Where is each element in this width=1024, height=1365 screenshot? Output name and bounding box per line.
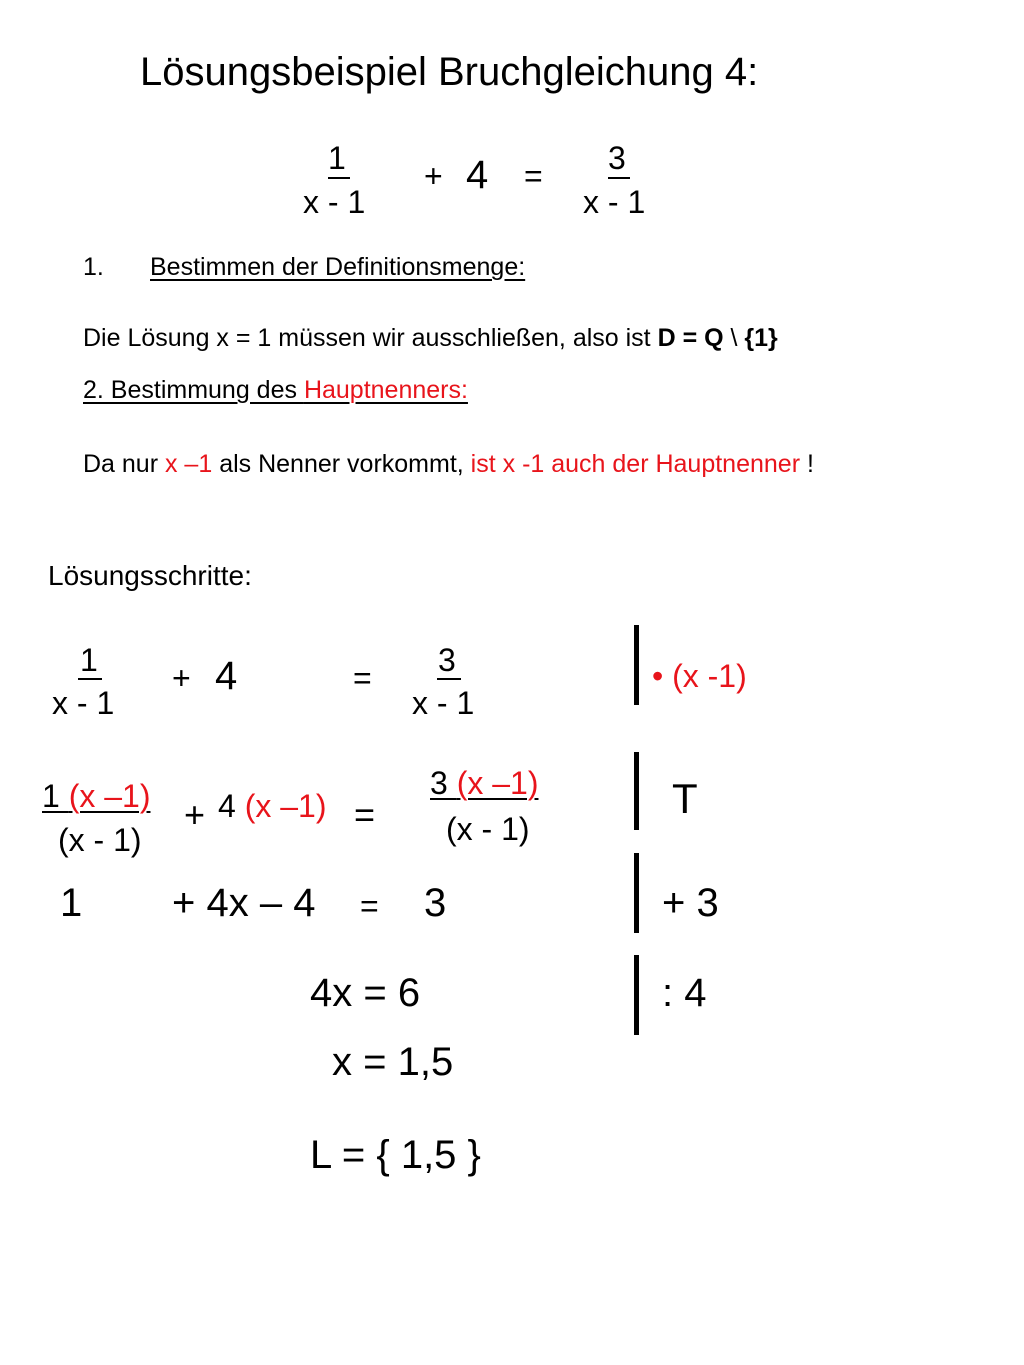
step1-text-bold: D = Q: [657, 324, 724, 352]
step1-text: [83, 326, 778, 351]
step2-text-a: Da nur: [83, 450, 165, 478]
row2-four-red: (x –1): [244, 788, 327, 824]
row1-rhs-numerator: 3: [438, 642, 456, 678]
step1-heading: Bestimmen der Definitionsmenge:: [150, 253, 526, 281]
row3-middle: + 4x – 4: [172, 881, 316, 925]
top-lhs-denominator: x - 1: [303, 184, 366, 220]
row2-lhs-denominator: (x - 1): [58, 822, 142, 858]
row1-four: 4: [215, 654, 238, 698]
operation-bar-4: [634, 955, 639, 1035]
top-rhs-numerator: 3: [608, 140, 626, 176]
step1-text-a: Die Lösung x = 1 müssen wir ausschließen, also ist: [83, 324, 658, 352]
step1-text-b: \: [723, 324, 745, 352]
row3-one: 1: [60, 881, 83, 925]
operation-bar-3: [634, 853, 639, 933]
step2-heading-red: Hauptnenners:: [303, 376, 468, 404]
top-lhs-fraction-line: [328, 177, 350, 179]
row1-rhs-fraction-line: [437, 678, 461, 680]
row1-lhs-numerator: 1: [80, 642, 98, 678]
step2-text-b: als Nenner vorkommt,: [212, 450, 471, 478]
solution-set: L = { 1,5 }: [310, 1133, 481, 1177]
row2-lhs-numerator: [42, 780, 150, 812]
row2-operation: T: [672, 775, 698, 822]
step1-number: 1.: [83, 253, 104, 281]
row3-equals: =: [360, 888, 379, 924]
row2-equals: =: [354, 794, 376, 835]
row1-rhs-denominator: x - 1: [412, 685, 475, 721]
row1-equals: =: [353, 660, 372, 696]
row5-expression: x = 1,5: [332, 1040, 454, 1084]
row4-expression: 4x = 6: [310, 971, 421, 1015]
step2-text-red2: ist x -1 auch der Hauptnenner: [470, 450, 801, 478]
row2-rhs-num-a: 3: [430, 765, 457, 801]
steps-label: Lösungsschritte:: [48, 560, 252, 591]
row2-plus: +: [184, 794, 206, 835]
operation-bar-1: [634, 625, 639, 705]
step2-text: [83, 452, 814, 477]
step2-heading-a: 2. Bestimmung des: [83, 376, 304, 404]
top-equals: =: [524, 158, 543, 194]
row2-four-term: [218, 790, 326, 822]
row3-three: 3: [424, 881, 447, 925]
row2-rhs-denominator: (x - 1): [446, 811, 530, 847]
top-plus: +: [424, 158, 443, 194]
row3-operation: + 3: [662, 881, 719, 925]
top-rhs-denominator: x - 1: [583, 184, 646, 220]
row2-rhs-numerator: [430, 767, 538, 799]
page-title: Lösungsbeispiel Bruchgleichung 4:: [140, 50, 759, 94]
step2-text-c: !: [800, 450, 814, 478]
row1-operation: • (x -1): [652, 658, 747, 694]
step2-heading: [83, 378, 468, 403]
row1-lhs-fraction-line: [78, 678, 102, 680]
operation-bar-2: [634, 752, 639, 830]
row1-lhs-denominator: x - 1: [52, 685, 115, 721]
row1-plus: +: [172, 660, 191, 696]
top-lhs-numerator: 1: [328, 140, 346, 176]
row4-operation: : 4: [662, 971, 707, 1015]
row2-lhs-num-red: (x –1): [68, 778, 151, 814]
step1-text-bold2: {1}: [744, 324, 778, 352]
row2-rhs-num-red: (x –1): [456, 765, 539, 801]
row2-lhs-num-a: 1: [42, 778, 69, 814]
top-rhs-fraction-line: [608, 177, 630, 179]
step2-text-red1: x –1: [164, 450, 213, 478]
top-four: 4: [466, 153, 489, 197]
row2-four: 4: [218, 788, 245, 824]
